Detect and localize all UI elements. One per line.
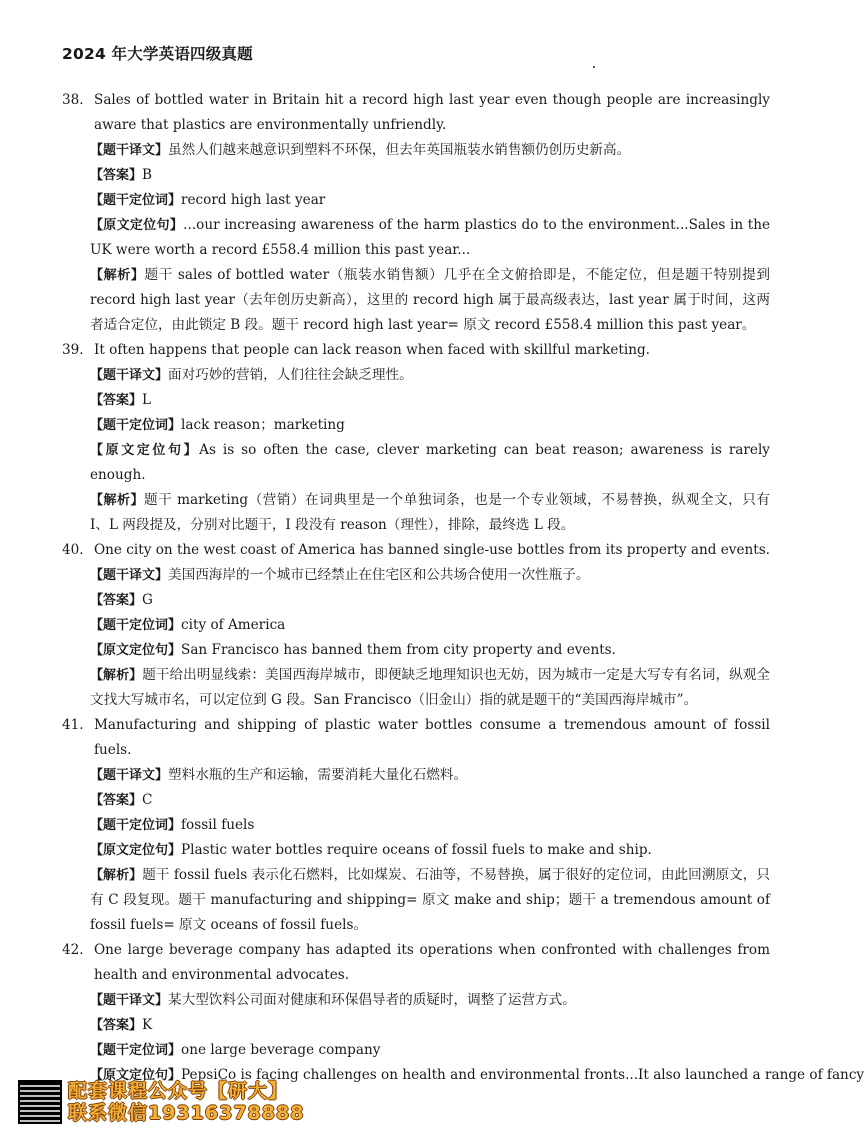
keyword-text: one large beverage company <box>181 1042 381 1058</box>
answer-text: B <box>142 167 153 183</box>
translation-label: 【题干译文】 <box>90 568 169 583</box>
source-text: ...our increasing awareness of the harm plastics do to the environment...Sales in the UK were worth a record £558.4 million this past year... <box>90 217 770 258</box>
answer-line <box>90 1013 770 1038</box>
analysis-text: 题干 sales of bottled water（瓶装水销售额）几乎在全文俯拾即是，不能定位，但是题干特别提到 record high last year（去年创历史新高），这里的 record high 属于最高级表达，last year 属于时间，这两者适合定位，由此锁定 B 段。题干 record high last year= 原文 record £558.4 million this past year。 <box>90 267 770 333</box>
analysis-label: 【解析】 <box>90 493 145 508</box>
translation-line <box>90 988 770 1013</box>
promo-text <box>68 1080 304 1124</box>
analysis-text: 题干 fossil fuels 表示化石燃料，比如煤炭、石油等，不易替换，属于很好的定位词，由此回溯原文，只有 C 段复现。题干 manufacturing and shipping= 原文 make and ship；题干 a tremendous amount of fossil fuels= 原文 oceans of fossil fuels。 <box>90 867 770 933</box>
analysis-label: 【解析】 <box>90 268 145 283</box>
answer-text: K <box>142 1017 153 1033</box>
question-stem: It often happens that people can lack reason when faced with skillful marketing. <box>94 342 650 358</box>
translation-text: 美国西海岸的一个城市已经禁止在住宅区和公共场合使用一次性瓶子。 <box>168 567 590 583</box>
question-41 <box>62 713 770 938</box>
keyword-label: 【题干定位词】 <box>90 618 182 633</box>
keyword-line <box>90 1038 770 1063</box>
answer-text: C <box>142 792 153 808</box>
source-text: Plastic water bottles require oceans of fossil fuels to make and ship. <box>181 842 652 858</box>
answer-line <box>90 788 770 813</box>
question-number: 42. <box>62 942 84 958</box>
translation-text: 面对巧妙的营销，人们往往会缺乏理性。 <box>168 367 413 383</box>
question-stem: Sales of bottled water in Britain hit a record high last year even though people are increasingly aware that plastics are environmentally unfriendly. <box>94 92 770 133</box>
question-stem: One city on the west coast of America has banned single-use bottles from its property and events. <box>94 542 771 558</box>
question-stem: One large beverage company has adapted its operations when confronted with challenges from health and environmental advocates. <box>94 942 770 983</box>
question-39 <box>62 338 770 538</box>
analysis-line <box>90 488 770 538</box>
answer-line <box>90 163 770 188</box>
stray-dot <box>593 66 595 68</box>
question-38 <box>62 88 770 338</box>
promo-line-wechat: 联系微信19316378888 <box>68 1102 305 1124</box>
question-number: 39. <box>62 342 84 358</box>
source-label: 【原文定位句】 <box>90 218 184 233</box>
question-number: 40. <box>62 542 84 558</box>
keyword-text: lack reason；marketing <box>181 417 345 433</box>
question-number: 41. <box>62 717 84 733</box>
promo-footer <box>20 1078 320 1126</box>
question-40 <box>62 538 770 713</box>
translation-label: 【题干译文】 <box>90 143 169 158</box>
source-text: PepsiCo is facing challenges on health and environmental fronts...It also launched a range of fancy <box>181 1067 864 1083</box>
translation-line <box>90 363 770 388</box>
analysis-label: 【解析】 <box>90 868 143 883</box>
analysis-line <box>90 263 770 338</box>
translation-text: 塑料水瓶的生产和运输，需要消耗大量化石燃料。 <box>168 767 468 783</box>
keyword-text: fossil fuels <box>181 817 255 833</box>
question-42 <box>62 938 864 1088</box>
page-header-title: 2024 年大学英语四级真题 <box>62 45 253 63</box>
question-list <box>62 88 864 1088</box>
answer-label: 【答案】 <box>90 393 143 408</box>
source-line <box>90 438 770 488</box>
qr-code-icon[interactable] <box>20 1082 60 1122</box>
translation-text: 某大型饮料公司面对健康和环保倡导者的质疑时，调整了运营方式。 <box>168 992 576 1008</box>
source-text: San Francisco has banned them from city property and events. <box>181 642 616 658</box>
question-number: 38. <box>62 92 84 108</box>
answer-label: 【答案】 <box>90 168 143 183</box>
translation-text: 虽然人们越来越意识到塑料不环保，但去年英国瓶装水销售额仍创历史新高。 <box>168 142 631 158</box>
translation-label: 【题干译文】 <box>90 368 169 383</box>
question-stem: Manufacturing and shipping of plastic water bottles consume a tremendous amount of fossil fuels. <box>94 717 770 758</box>
keyword-label: 【题干定位词】 <box>90 1043 182 1058</box>
answer-line <box>90 388 770 413</box>
analysis-line <box>90 663 770 713</box>
source-line <box>90 838 770 863</box>
keyword-label: 【题干定位词】 <box>90 193 182 208</box>
source-label: 【原文定位句】 <box>90 443 200 458</box>
translation-line <box>90 763 770 788</box>
analysis-text: 题干给出明显线索：美国西海岸城市，即便缺乏地理知识也无妨，因为城市一定是大写专有名词，纵观全文找大写城市名，可以定位到 G 段。San Francisco（旧金山）指的就是题干的“美国西海岸城市”。 <box>90 667 770 708</box>
analysis-label: 【解析】 <box>90 668 143 683</box>
source-text: As is so often the case, clever marketing can beat reason; awareness is rarely enough. <box>90 442 770 483</box>
answer-label: 【答案】 <box>90 1018 143 1033</box>
answer-label: 【答案】 <box>90 593 143 608</box>
translation-label: 【题干译文】 <box>90 768 169 783</box>
keyword-line <box>90 188 770 213</box>
source-line <box>90 213 770 263</box>
source-label: 【原文定位句】 <box>90 843 182 858</box>
keyword-line <box>90 413 770 438</box>
keyword-line <box>90 813 770 838</box>
keyword-label: 【题干定位词】 <box>90 818 182 833</box>
answer-label: 【答案】 <box>90 793 143 808</box>
translation-line <box>90 138 770 163</box>
answer-text: L <box>142 392 152 408</box>
translation-line <box>90 563 770 588</box>
keyword-label: 【题干定位词】 <box>90 418 182 433</box>
answer-line <box>90 588 770 613</box>
analysis-text: 题干 marketing（营销）在词典里是一个单独词条，也是一个专业领域，不易替换，纵观全文，只有 I、L 两段提及，分别对比题干，I 段没有 reason（理性），排除，最终选 L 段。 <box>90 492 770 533</box>
analysis-line <box>90 863 770 938</box>
source-label: 【原文定位句】 <box>90 643 182 658</box>
keyword-text: record high last year <box>181 192 326 208</box>
source-label: 【原文定位句】 <box>90 1068 182 1083</box>
keyword-line <box>90 613 770 638</box>
keyword-text: city of America <box>181 617 286 633</box>
translation-label: 【题干译文】 <box>90 993 169 1008</box>
promo-line-account: 配套课程公众号【研大】 <box>68 1080 289 1102</box>
answer-text: G <box>142 592 153 608</box>
source-line <box>90 638 770 663</box>
